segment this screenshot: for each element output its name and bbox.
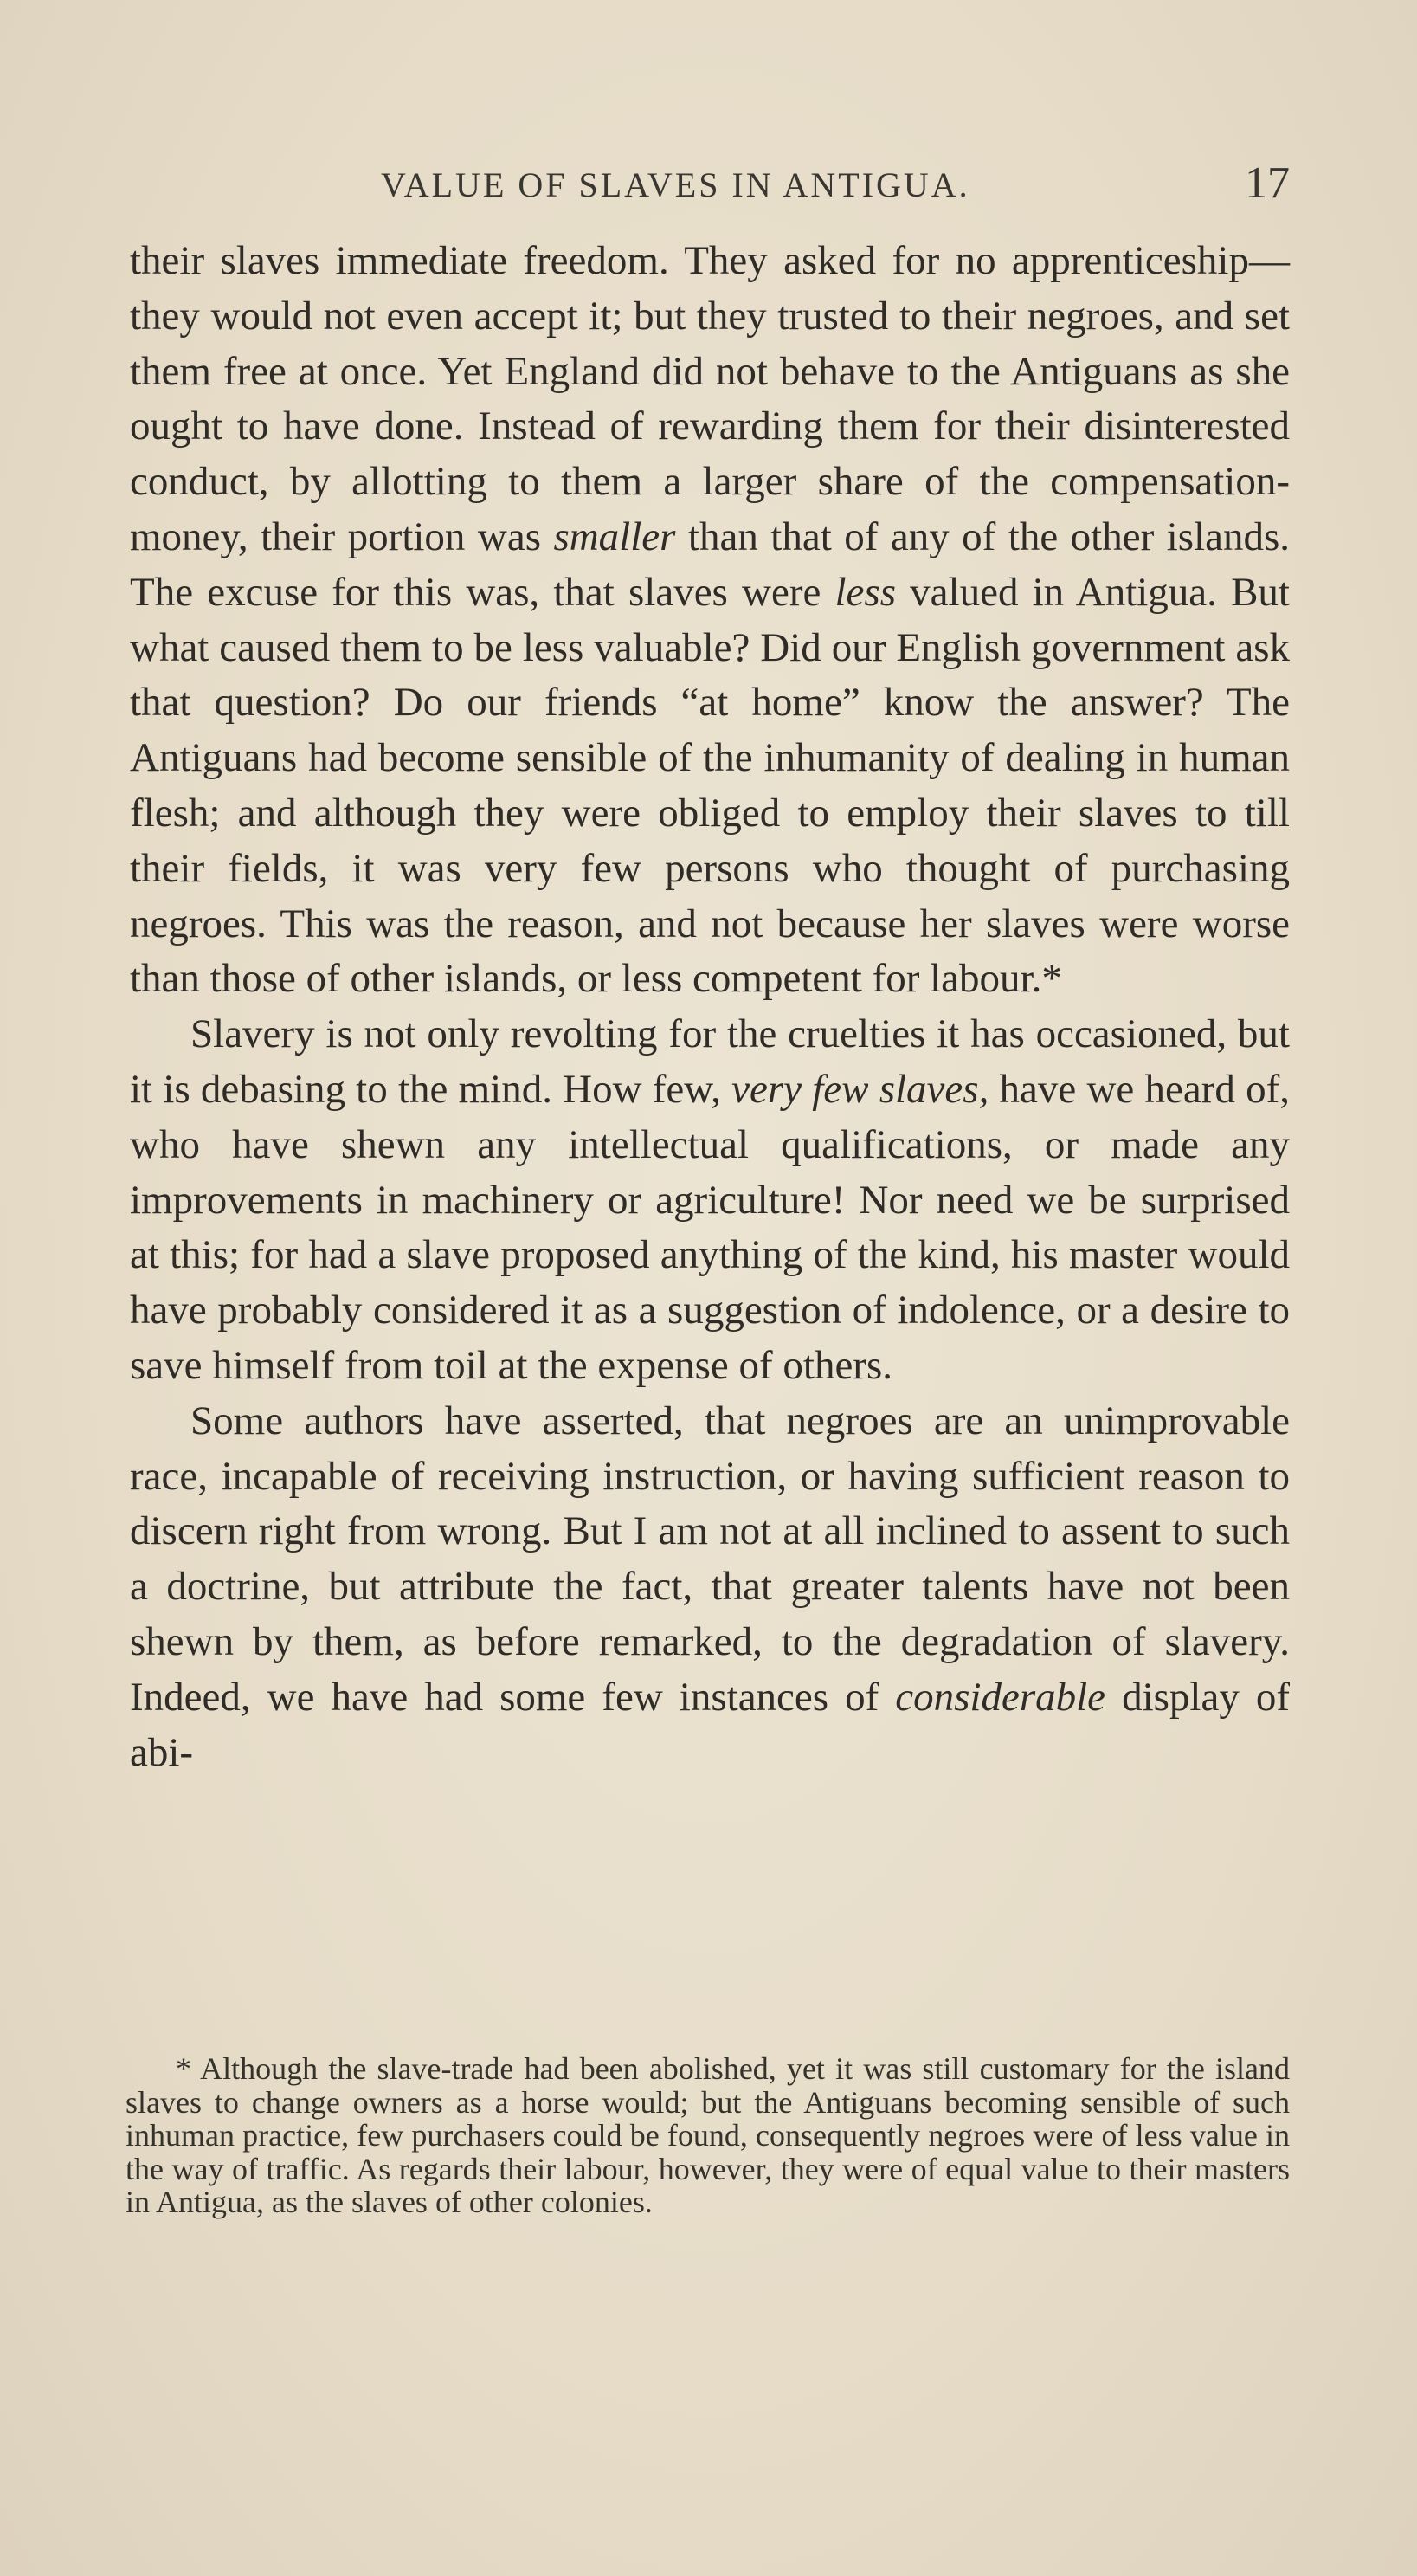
paragraph-1: their slaves immediate freedom. They asked for no apprenticeship—they would not even accept it; but they trusted to their negroes, and set them free at once. Yet England did not behave to the Antiguans as she ought to have done. Instead of rewarding them for their disinterested conduct, by allotting to them a larger share of the compensation-money, their portion was smaller than that of any of the other islands. The excuse for this was, that slaves were less valued in Antigua. But what caused them to be less valuable? Did our English government ask that question? Do our friends “at home” know the answer? The Antiguans had become sensible of the inhumanity of dealing in human flesh; and although they were obliged to employ their slaves to till their fields, it was very few persons who thought of purchasing negroes. This was the reason, and not because her slaves were worse than those of other islands, or less competent for labour.*	[130, 238, 1290, 1002]
emphasis-very-few-slaves: very few slaves,	[731, 1066, 989, 1112]
page-header	[130, 154, 1290, 215]
emphasis-smaller: smaller	[553, 513, 676, 559]
body-text	[130, 234, 1290, 1780]
running-title: VALUE OF SLAVES IN ANTIGUA.	[381, 165, 970, 204]
emphasis-considerable: considerable	[895, 1674, 1106, 1720]
paragraph-3: Some authors have asserted, that negroes are an unimprovable race, incapable of receiving instruction, or having sufficient reason to discern right from wrong. But I am not at all inclined to assent to such a doctrine, but attribute the fact, that greater talents have not been shewn by them, as before remarked, to the degradation of slavery. Indeed, we have had some few instances of considerable display of abi-	[130, 1398, 1291, 1775]
footnote-text: * Although the slave-trade had been abolished, yet it was still customary for the island slaves to change owners as a horse would; but the Antiguans becoming sensible of such inhuman practice, few purchasers could be found, consequently negroes were of less value in the way of traffic. As regards their labour, however, they were of equal value to their masters in Antigua, as the slaves of other colonies.	[126, 2051, 1290, 2219]
emphasis-less: less	[834, 569, 896, 615]
footnote	[126, 2052, 1290, 2219]
page-number: 17	[1245, 158, 1290, 208]
paragraph-2: Slavery is not only revolting for the cruelties it has occasioned, but it is debasing to the mind. How few, very few slaves, have we heard of, who have shewn any intellectual qualifications, or made any improvements in machinery or agriculture! Nor need we be surprised at this; for had a slave proposed anything of the kind, his master would have probably considered it as a suggestion of indolence, or a desire to save himself from toil at the expense of others.	[130, 1011, 1290, 1388]
